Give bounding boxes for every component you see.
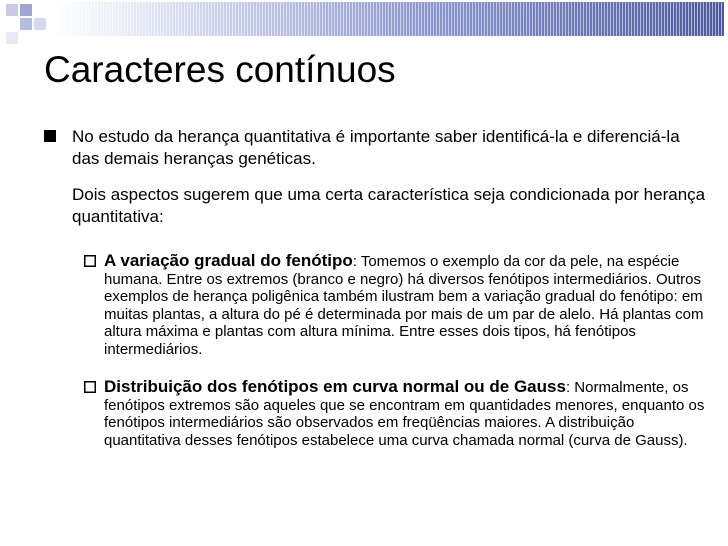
filled-square-bullet-icon (44, 130, 56, 142)
sub-bullet-text: : Normalmente, os fenótipos extremos são aqueles que se encontram em quantidades menores, enquanto os fenótipos intermediários são observados em freqüências maiores. A distribuição quantitativa desses fenótipos estabelece uma curva chamada normal (curva de Gauss). (104, 379, 705, 449)
decor-square (20, 18, 32, 30)
decor-square (6, 32, 18, 44)
sub-bullet-lead: Distribuição dos fenótipos em curva normal ou de Gauss (104, 377, 566, 396)
bullet-level2 (44, 378, 709, 449)
sub-bullet-lead: A variação gradual do fenótipo (104, 251, 353, 270)
decor-square (20, 4, 32, 16)
slide-body (44, 126, 709, 449)
hollow-square-bullet-icon (84, 381, 96, 393)
bullet-level1 (44, 126, 709, 228)
hollow-square-bullet-icon (84, 255, 96, 267)
bullet-paragraph: Dois aspectos sugerem que uma certa característica seja condicionada por herança quantitativa: (72, 185, 706, 226)
sub-bullet-text: : Tomemos o exemplo da cor da pele, na espécie humana. Entre os extremos (branco e negro) há diversos fenótipos intermediários. Outros exemplos de herança poligênica também ilustram bem a variação gradual do fenótipo: em muitas plantas, a altura do pé é determinada por mais de um par de alelo. Há plantas com altura máxima e plantas com altura mínima. Entre esses dois tipos, há fenótipos intermediários. (104, 253, 704, 358)
decor-square (6, 4, 18, 16)
bullet-level2 (44, 252, 709, 358)
bullet-paragraph: No estudo da herança quantitativa é importante saber identificá-la e diferenciá-la das demais heranças genéticas. (72, 127, 680, 168)
header-stripe (52, 2, 724, 36)
slide-title: Caracteres contínuos (44, 49, 396, 90)
decor-square (34, 18, 46, 30)
